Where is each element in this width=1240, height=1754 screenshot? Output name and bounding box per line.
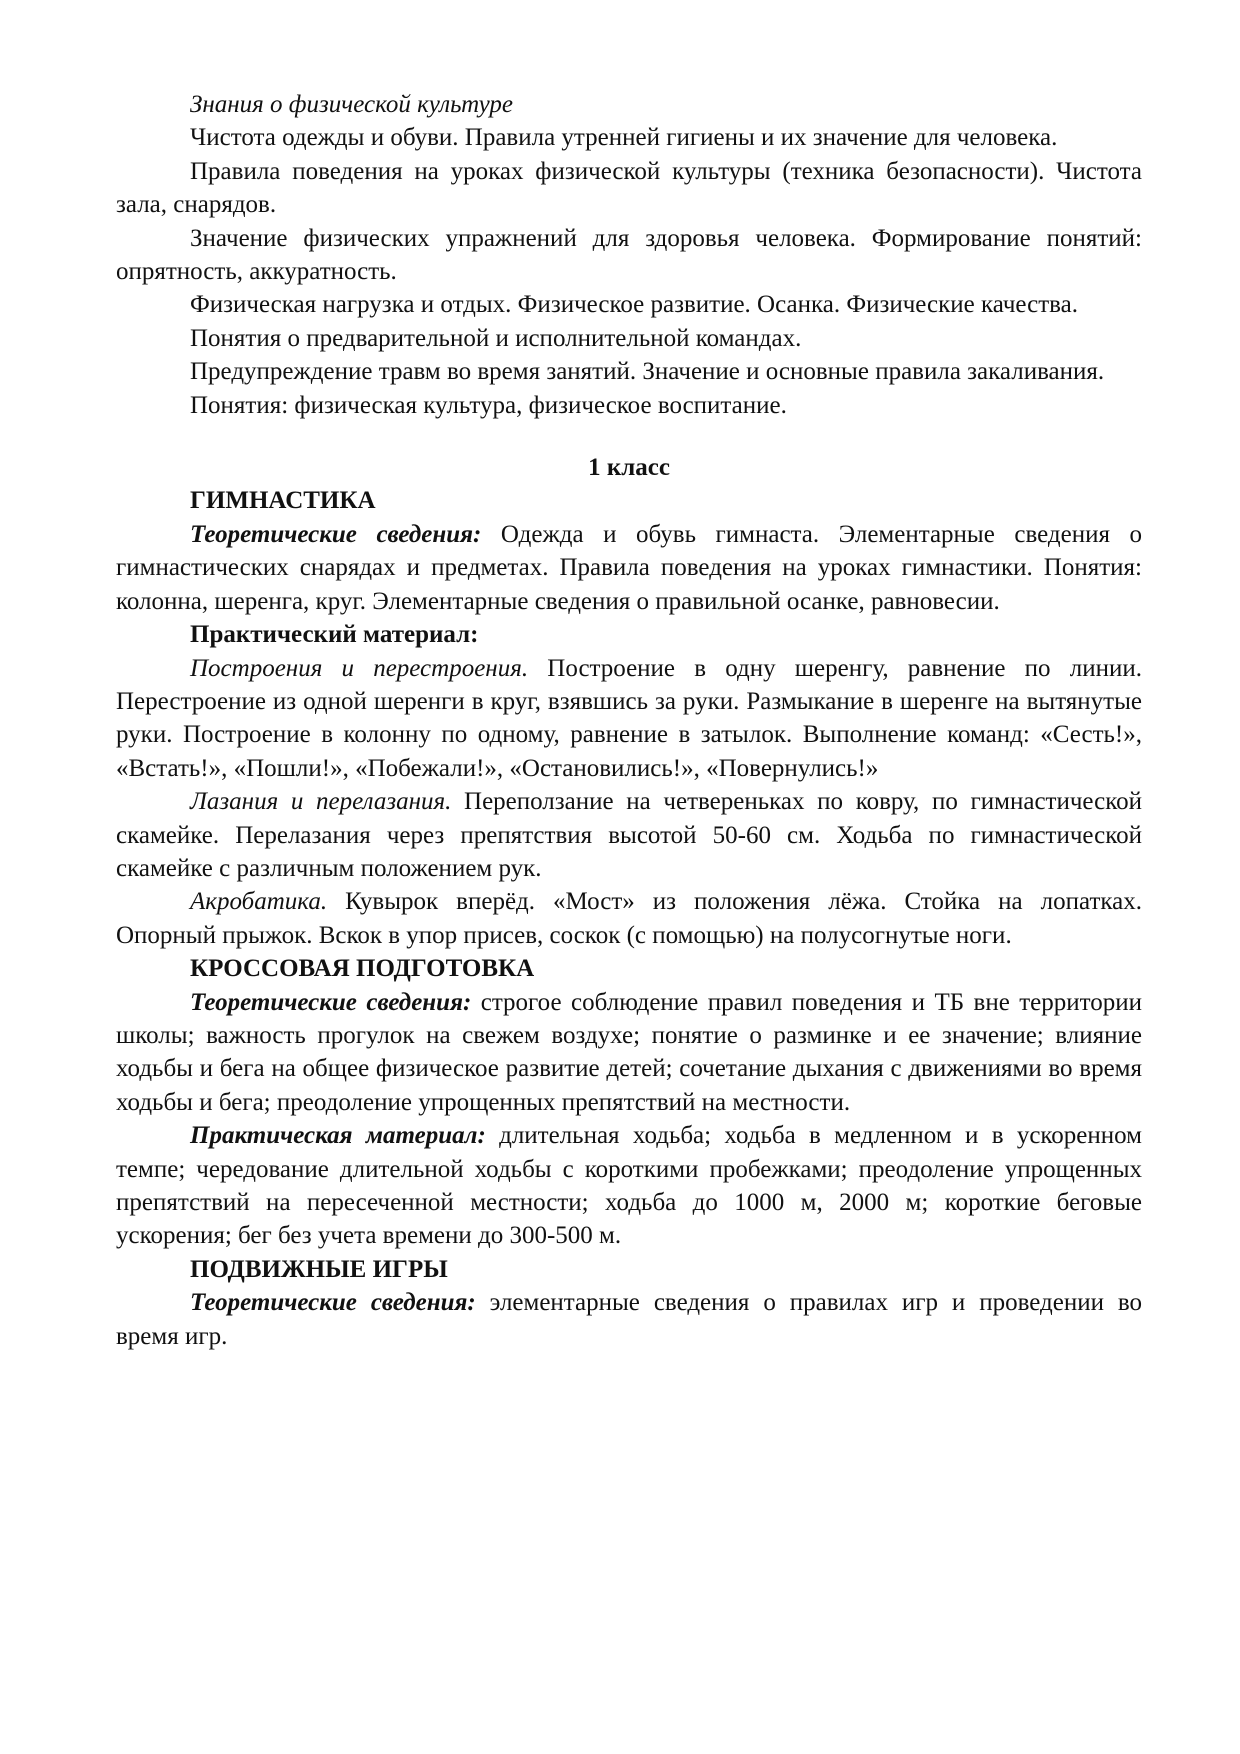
text: строгое соблюдение правил поведения и ТБ вне территории школы; важность прогулок на свежем воздухе; понятие о разминке и ее значение; влияние ходьбы и бега на общее физическое развитие детей; сочетание дыхания с движениями во время ходьбы и бега; преодоление упрощенных препятствий на местности. bbox=[116, 988, 1143, 1116]
paragraph-theory bbox=[116, 986, 1142, 1120]
paragraph-climbing bbox=[116, 785, 1142, 885]
paragraph-practice bbox=[116, 1119, 1142, 1253]
section-heading-games: ПОДВИЖНЫЕ ИГРЫ bbox=[190, 1255, 448, 1283]
paragraph: Правила поведения на уроках физической культуры (техника безопасности). Чистота зала, снарядов. bbox=[116, 157, 1142, 219]
paragraph: Предупреждение травм во время занятий. Значение и основные правила закаливания. bbox=[190, 358, 1105, 386]
grade-heading: 1 класс bbox=[588, 454, 670, 482]
text: Кувырок вперёд. «Мост» из положения лёжа. Стойка на лопатках. Опорный прыжок. Вскок в упор присев, соскок (с помощью) на полусогнутые ноги. bbox=[116, 888, 1142, 949]
paragraph-acrobatics bbox=[116, 885, 1142, 952]
label: Теоретические сведения: bbox=[190, 988, 472, 1016]
section-heading-cross: КРОССОВАЯ ПОДГОТОВКА bbox=[190, 955, 535, 983]
paragraph-theory bbox=[116, 1286, 1142, 1353]
label: Лазания и перелазания. bbox=[190, 788, 452, 816]
section-heading-gymnastics: ГИМНАСТИКА bbox=[190, 487, 376, 515]
paragraph-theory bbox=[116, 518, 1142, 618]
paragraph: Чистота одежды и обуви. Правила утренней гигиены и их значение для человека. bbox=[190, 124, 1058, 152]
paragraph: Значение физических упражнений для здоровья человека. Формирование понятий: опрятность, аккуратность. bbox=[116, 224, 1142, 286]
spacer bbox=[116, 422, 1142, 451]
paragraph: Понятия: физическая культура, физическое воспитание. bbox=[190, 391, 787, 419]
text: Одежда и обувь гимнаста. Элементарные сведения о гимнастических снарядах и предметах. Правила поведения на уроках гимнастики. Понятия: колонна, шеренга, круг. Элементарные сведения о правильной осанке, равновесии. bbox=[116, 520, 1142, 615]
label: Теоретические сведения: bbox=[190, 1289, 476, 1317]
text: длительная ходьба; ходьба в медленном и в ускоренном темпе; чередование длительной ходьбы с короткими пробежками; преодоление упрощенных препятствий на пересеченной местности; ходьба до 1000 м, 2000 м; короткие беговые ускорения; бег без учета времени до 300-500 м. bbox=[116, 1122, 1142, 1250]
label: Теоретические сведения: bbox=[190, 520, 482, 548]
practice-heading: Практический материал: bbox=[190, 621, 479, 649]
paragraph-formation bbox=[116, 652, 1142, 786]
label: Акробатика. bbox=[190, 888, 328, 916]
text: элементарные сведения о правилах игр и проведении во время игр. bbox=[116, 1289, 1143, 1350]
paragraph: Физическая нагрузка и отдых. Физическое развитие. Осанка. Физические качества. bbox=[190, 291, 1078, 319]
paragraph: Понятия о предварительной и исполнительной командах. bbox=[190, 324, 802, 352]
text: Построение в одну шеренгу, равнение по линии. Перестроение из одной шеренги в круг, взявшись за руки. Размыкание в шеренге на вытянутые руки. Построение в колонну по одному, равнение в затылок. Выполнение команд: «Сесть!», «Встать!», «Пошли!», «Побежали!», «Остановились!», «Повернулись!» bbox=[116, 654, 1142, 782]
label: Построения и перестроения. bbox=[190, 654, 529, 682]
text: Переползание на четвереньках по ковру, по гимнастической скамейке. Перелазания через препятствия высотой 50-60 см. Ходьба по гимнастической скамейке с различным положением рук. bbox=[116, 788, 1142, 882]
section-title-knowledge: Знания о физической культуре bbox=[190, 91, 513, 118]
label: Практическая материал: bbox=[190, 1122, 486, 1150]
document-page bbox=[116, 88, 1142, 1353]
